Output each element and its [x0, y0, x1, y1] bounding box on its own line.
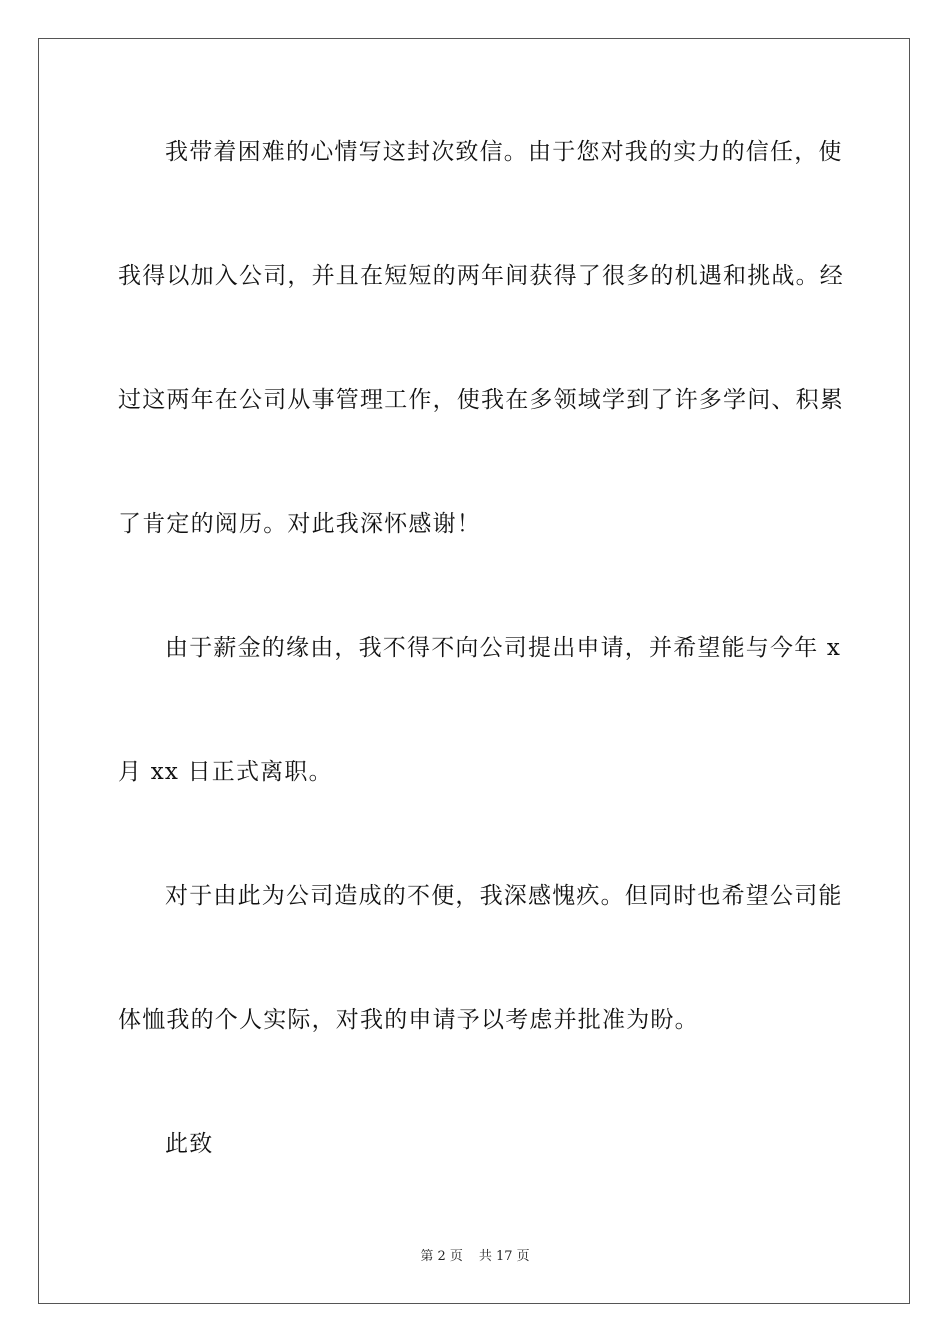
paragraph-1-line-1: 我带着困难的心情写这封次致信。由于您对我的实力的信任，使	[165, 139, 843, 165]
page-total: 共 17 页	[478, 1249, 530, 1264]
page-border	[38, 38, 910, 1304]
paragraph-2-line-1: 由于薪金的缘由，我不得不向公司提出申请，并希望能与今年 x	[165, 635, 842, 661]
paragraph-1-line-4: 了肯定的阅历。对此我深怀感谢！	[118, 511, 481, 537]
paragraph-2-line-2: 月 xx 日正式离职。	[118, 759, 333, 785]
paragraph-3-line-1: 对于由此为公司造成的不便，我深感愧疚。但同时也希望公司能	[165, 883, 843, 909]
page-footer	[0, 1248, 950, 1266]
paragraph-1-line-3: 过这两年在公司从事管理工作，使我在多领域学到了许多学问、积累	[118, 387, 844, 413]
paragraph-3-line-2: 体恤我的个人实际，对我的申请予以考虑并批准为盼。	[118, 1007, 699, 1033]
paragraph-1-line-2: 我得以加入公司，并且在短短的两年间获得了很多的机遇和挑战。经	[118, 263, 844, 289]
page-number: 第 2 页	[420, 1249, 463, 1264]
closing-salutation: 此致	[165, 1131, 214, 1157]
